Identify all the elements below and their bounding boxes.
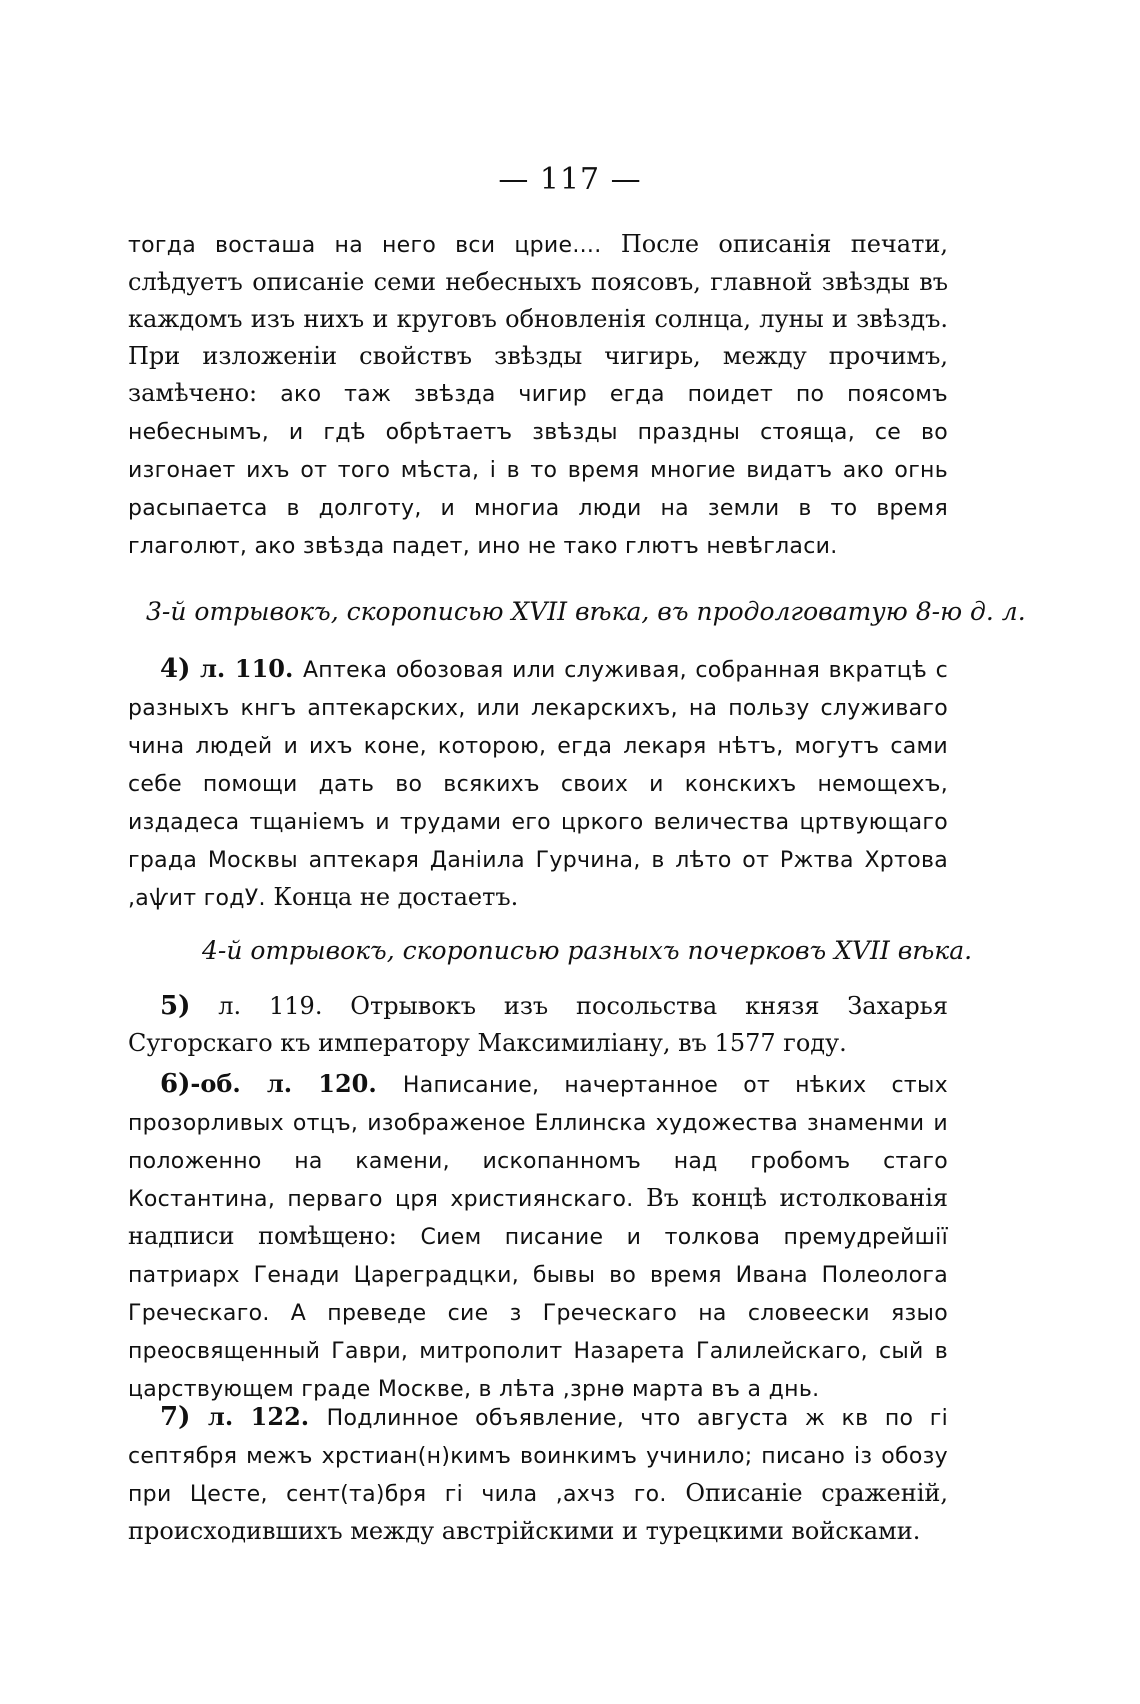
description-text: Конца не достаетъ. [265,883,519,911]
entry-7 [128,1398,948,1550]
entry-number: 5) [160,991,191,1021]
entry-4 [128,650,948,917]
old-slavonic-quote: ако таж звѣзда чигир егда поидет по поясомъ небеснымъ, и гдѣ обрѣтаетъ звѣзды праздны стояща, се во изгонает ихъ от того мѣста, і в то время многие видатъ ако огнь расыпаетса в долготу, и многиа люди на земли в то время глаголют, ако звѣзда падет, ино не тако глютъ невѣгласи. [128,382,948,559]
description-text: Въ концѣ истолкованія надписи помѣщено: [128,1184,949,1250]
old-slavonic-quote: Подлинное объявление, что августа ж кв по гі септября межъ хрстиан(н)кимъ воинкимъ учинило; писано із обозу при Цесте, сент(та)бря гі чила ,ахчз го. [128,1406,948,1507]
section-heading-3: 3-й отрывокъ, скорописью XVII вѣка, въ продолговатую 8-ю д. л. [146,597,1026,626]
entry-6 [128,1065,948,1408]
entry-ref: л. 110. [190,654,303,683]
entry-ref: л. 122. [190,1402,327,1431]
entry-5 [128,988,948,1062]
old-slavonic-quote: тогда восташа на него вси црие.... [128,233,602,258]
description-text: л. 119. Отрывокъ изъ посольства князя Захарья Сугорскаго къ императору Максимиліану, въ 1577 году. [128,992,948,1057]
page-number: — 117 — [498,162,642,197]
paragraph-1 [128,226,948,565]
old-slavonic-quote: Сием писание и толкова премудрейшії патриарх Генади Цареградцки, бывы во время Ивана Полеолога Греческаго. А преведе сие з Греческаго на словеески языо преосвященный Гаври, митрополит Назарета Галилейскаго, сый в царствующем граде Москве, в лѣта ,зрнө марта въ а днь. [128,1225,949,1402]
description-text: После описанія печати, слѣдуетъ описаніе семи небесныхъ поясовъ, главной звѣзды въ каждомъ изъ нихъ и круговъ обновленія солнца, луны и звѣздъ. При изложеніи свойствъ звѣзды чигирь, между прочимъ, замѣчено: [128,230,949,407]
entry-number: 4) [160,654,191,684]
entry-ref: -об. л. 120. [190,1069,403,1098]
entry-number: 7) [160,1402,191,1432]
entry-number: 6) [160,1069,191,1099]
old-slavonic-quote: Написание, начертанное от нѣких стых прозорливых отцъ, изображеное Еллинска художества знаменми и положенно на камени, ископанномъ над гробомъ стаго Костантина, перваго цря християнскаго. [128,1073,948,1212]
old-slavonic-quote: Аптека обозовая или служивая, собранная вкратцѣ с разныхъ кнгъ аптекарских, или лекарскихъ, на пользу служиваго чина людей и ихъ коне, которою, егда лекаря нѣтъ, могутъ сами себе помощи дать во всякихъ своих и конскихъ немощехъ, издадеса тщаніемъ и трудами его цркого величества цртвующаго града Москвы аптекаря Даніила Гурчина, в лѣто от Ржтва Хртова ,аѱит годУ. [128,658,948,911]
description-text: Описаніе сраженій, происходившихъ между австрійскими и турецкими войсками. [128,1479,948,1545]
section-heading-4: 4-й отрывокъ, скорописью разныхъ почерковъ XVII вѣка. [202,936,973,965]
